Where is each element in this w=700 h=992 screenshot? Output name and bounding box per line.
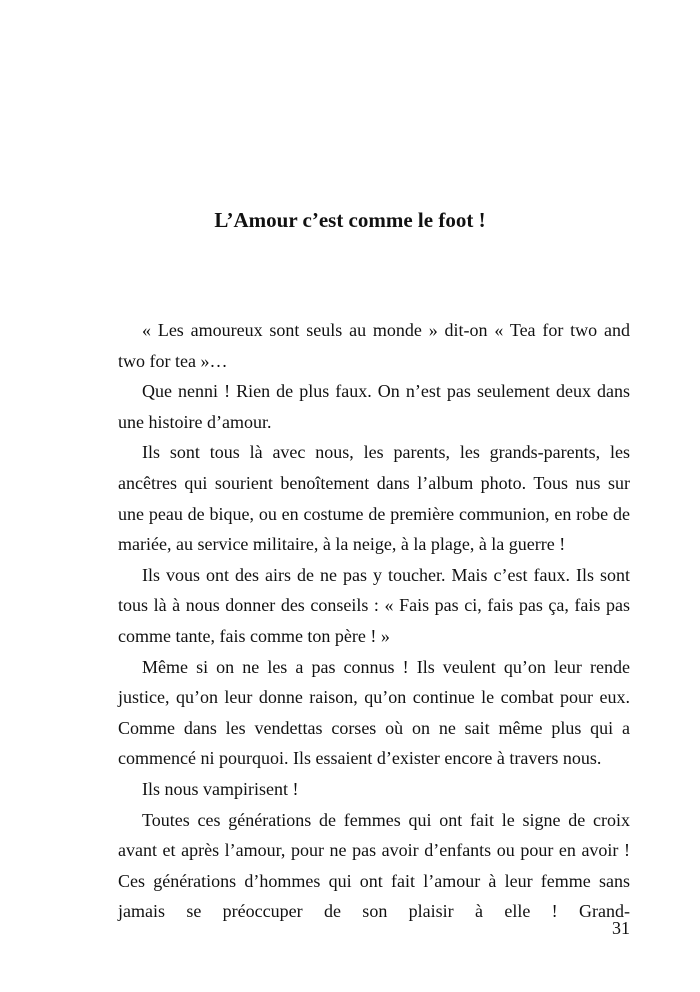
paragraph: Toutes ces générations de femmes qui ont fait le signe de croix avant et après l’amour, pour ne pas avoir d’enfants ou pour en avoir ! Ces générations d’hommes qui ont fait l’amour à leur femme sans jamais se préoccuper de son plaisir à elle ! Grand- — [118, 809, 630, 922]
paragraph: Ils sont tous là avec nous, les parents, les grands-parents, les ancêtres qui sourient benoîtement dans l’album photo. Tous nus sur une peau de bique, ou en costume de première communion, en robe de mariée, au service militaire, à la neige, à la plage, à la guerre ! — [118, 442, 630, 555]
paragraph: Même si on ne les a pas connus ! Ils veulent qu’on leur rende justice, qu’on leur donne raison, qu’on continue le combat pour eux. Comme dans les vendettas corses où on ne sait même plus qui a commencé ni pourquoi. Ils essaient d’exister encore à travers nous. — [118, 656, 630, 769]
body-text — [118, 315, 630, 927]
chapter-title: L’Amour c’est comme le foot ! — [214, 208, 486, 232]
paragraph: Ils vous ont des airs de ne pas y toucher. Mais c’est faux. Ils sont tous là à nous donner des conseils : « Fais pas ci, fais pas ça, fais pas comme tante, fais comme ton père ! » — [118, 564, 630, 646]
paragraph: Ils nous vampirisent ! — [142, 778, 299, 799]
paragraph: « Les amoureux sont seuls au monde » dit-on « Tea for two and two for tea »… — [118, 320, 630, 371]
paragraph: Que nenni ! Rien de plus faux. On n’est pas seulement deux dans une histoire d’amour. — [118, 381, 630, 432]
page-number: 31 — [612, 918, 630, 938]
